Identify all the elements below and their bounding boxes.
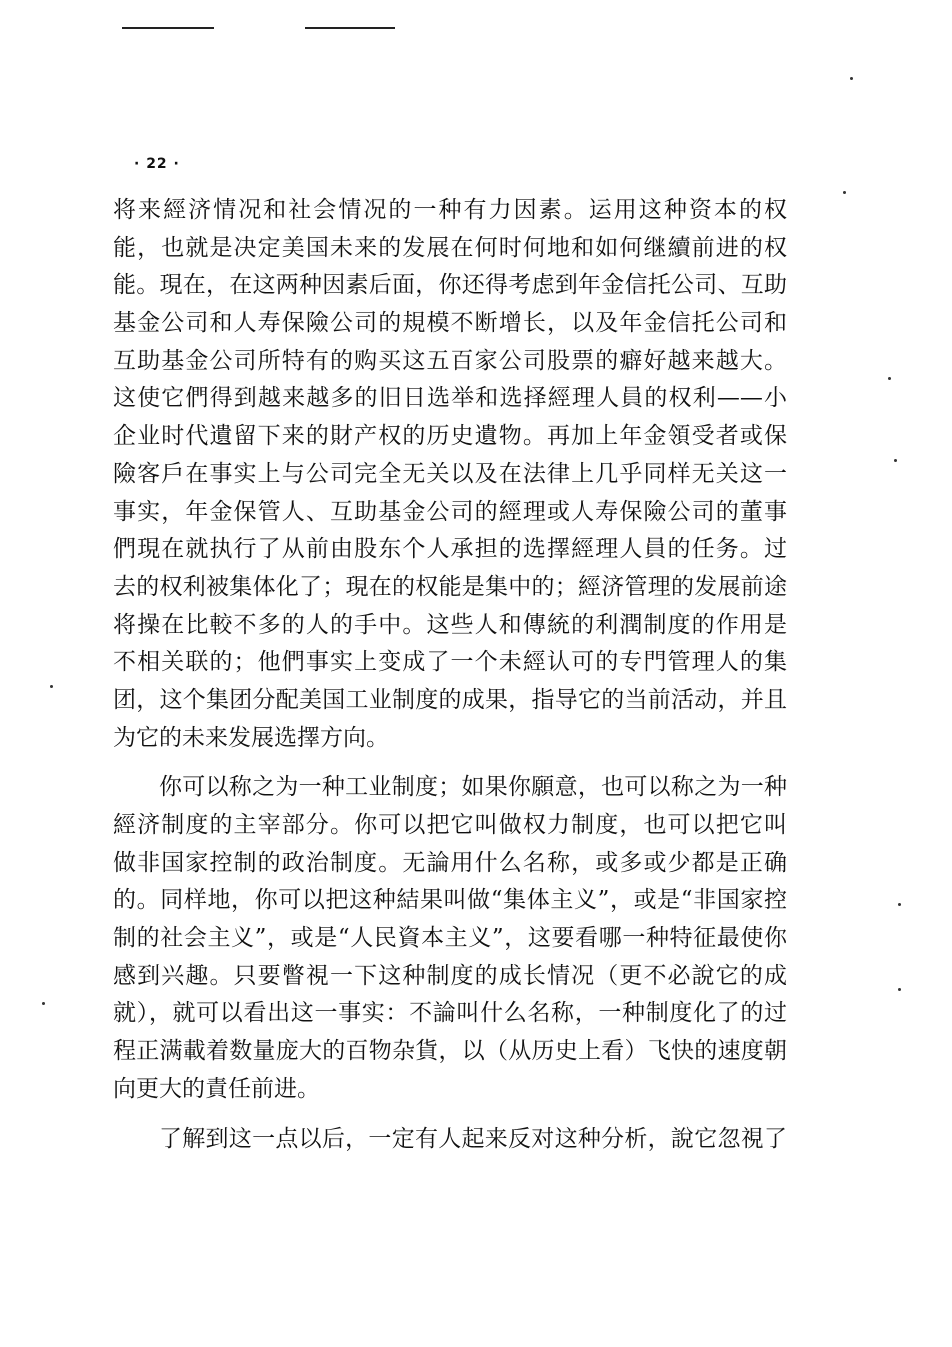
scan-speck xyxy=(850,77,853,80)
text-line: 做非国家控制的政治制度。无論用什么名称，或多或少都是正确 xyxy=(113,849,787,876)
text-line: 能，也就是决定美国未来的发展在何时何地和如何继續前进的权 xyxy=(113,234,787,261)
scan-speck xyxy=(898,988,901,991)
text-line: 去的权利被集体化了；現在的权能是集中的；經济管理的发展前途 xyxy=(113,573,787,600)
paragraph-gap xyxy=(113,757,787,769)
top-rule-right xyxy=(305,27,395,29)
text-line: 了解到这一点以后，一定有人起来反对这种分析，說它忽視了 xyxy=(159,1125,787,1152)
text-line: 事实，年金保管人、互助基金公司的經理或人寿保險公司的董事 xyxy=(113,498,787,525)
text-line: 互助基金公司所特有的购买这五百家公司股票的癖好越来越大。 xyxy=(113,347,787,374)
paragraph-1 xyxy=(113,192,787,757)
paragraph-3 xyxy=(113,1121,787,1159)
scan-speck xyxy=(843,191,846,194)
text-line: 的。同样地，你可以把这种結果叫做“集体主义”，或是“非国家控 xyxy=(113,887,787,914)
text-line: 你可以称之为一种工业制度；如果你願意，也可以称之为一种 xyxy=(159,774,787,801)
text-line: 經济制度的主宰部分。你可以把它叫做权力制度，也可以把它叫 xyxy=(113,812,787,838)
text-line: 不相关联的；他們事实上变成了一个未經认可的专門管理人的集 xyxy=(113,649,787,676)
text-line: 将来經济情况和社会情况的一种有力因素。运用这种资本的权 xyxy=(113,197,787,223)
text-line: 感到兴趣。只要瞥視一下这种制度的成长情况（更不必說它的成 xyxy=(113,962,787,989)
scan-speck xyxy=(894,459,897,462)
text-line: 企业时代遺留下来的財产权的历史遺物。再加上年金領受者或保 xyxy=(113,423,787,450)
body-text xyxy=(113,192,787,1158)
text-line: 为它的未来发展选擇方向。 xyxy=(113,724,389,751)
text-line: 向更大的責任前进。 xyxy=(113,1075,320,1102)
text-line: 們現在就执行了从前由股东个人承担的选擇經理人員的任务。过 xyxy=(113,536,787,563)
scan-speck xyxy=(50,685,53,688)
scan-speck xyxy=(898,903,901,906)
page-number: · 22 · xyxy=(134,156,180,172)
text-line: 就），就可以看出这一事实：不論叫什么名称，一种制度化了的过 xyxy=(113,1000,787,1027)
text-line: 程正满載着数量庞大的百物杂貨，以（从历史上看）飞快的速度朝 xyxy=(113,1038,787,1065)
scan-speck xyxy=(42,1002,45,1005)
paragraph-2 xyxy=(113,769,787,1108)
text-line: 将操在比較不多的人的手中。这些人和傳統的利潤制度的作用是 xyxy=(113,611,787,638)
text-line: 制的社会主义”，或是“人民資本主义”，这要看哪一种特征最使你 xyxy=(113,925,787,952)
top-rule-left xyxy=(122,27,214,29)
text-line: 这使它們得到越来越多的旧日选举和选择經理人員的权利——小 xyxy=(113,385,787,412)
paragraph-gap xyxy=(113,1109,787,1121)
scan-speck xyxy=(888,377,891,380)
text-line: 基金公司和人寿保險公司的規模不断增长，以及年金信托公司和 xyxy=(113,310,787,337)
text-line: 險客戶在事实上与公司完全无关以及在法律上几乎同样无关这一 xyxy=(113,460,787,487)
text-line: 能。現在，在这两种因素后面，你还得考虑到年金信托公司、互助 xyxy=(113,272,787,299)
text-line: 团，这个集团分配美国工业制度的成果，指导它的当前活动，并且 xyxy=(113,686,787,713)
